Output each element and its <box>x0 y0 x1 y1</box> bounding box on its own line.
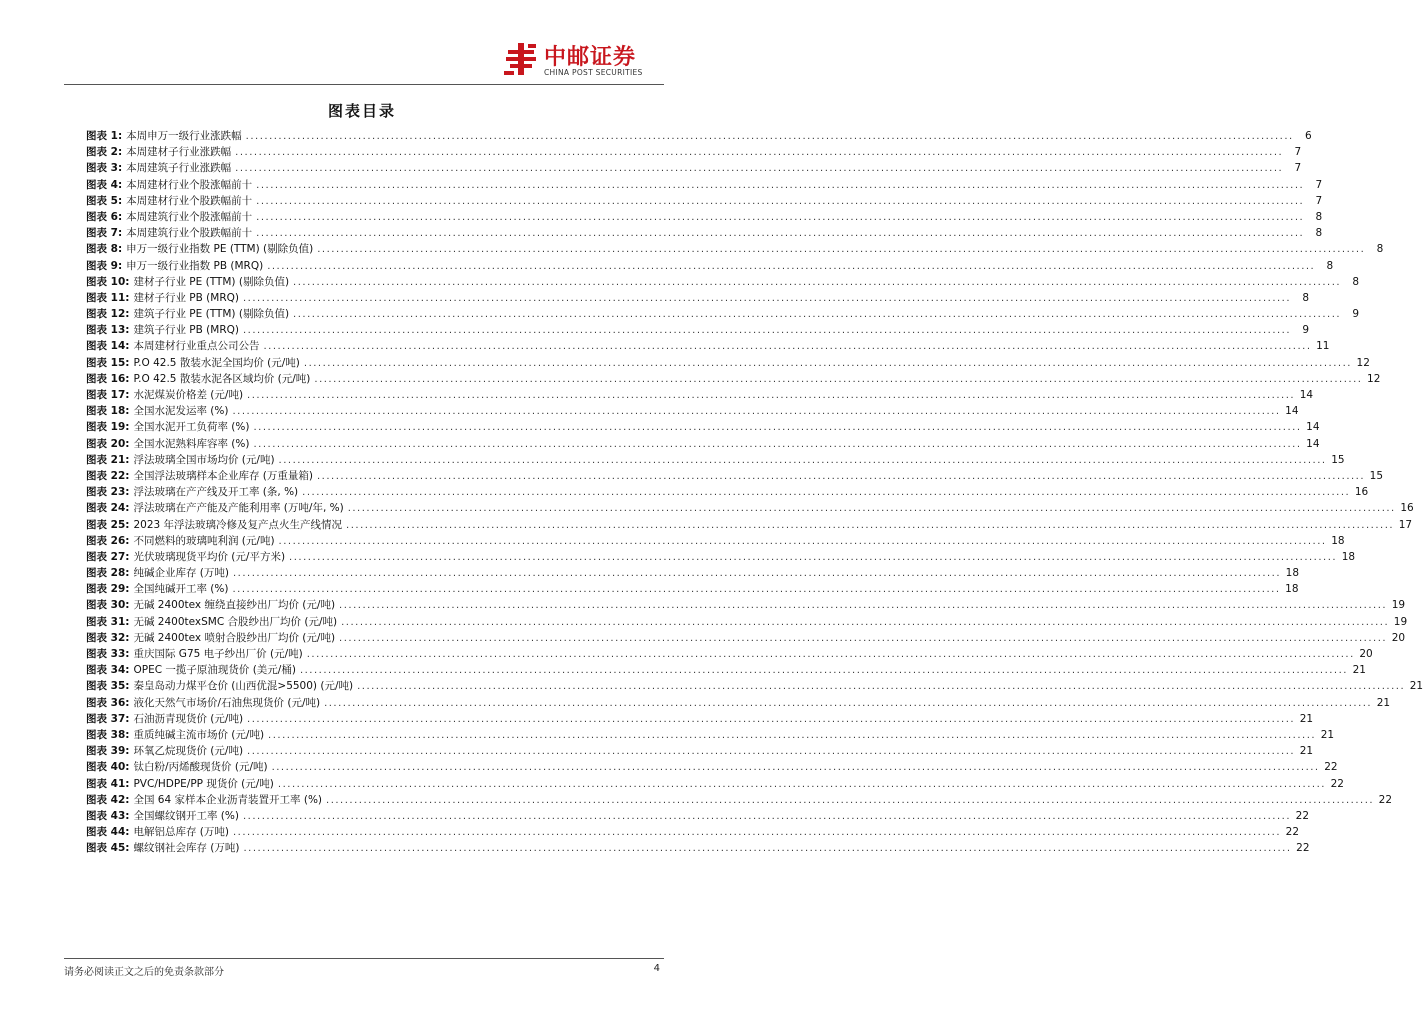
toc-item-title: 无碱 2400texSMC 合股纱出厂均价 (元/吨) <box>133 615 338 628</box>
toc-dot-leader <box>235 161 1283 177</box>
toc-item[interactable] <box>86 484 1369 500</box>
toc-item[interactable] <box>86 678 1423 694</box>
toc-item[interactable] <box>86 322 1310 338</box>
toc-dot-leader <box>339 631 1387 647</box>
toc-item-page: 14 <box>1299 389 1314 401</box>
toc-item-page: 21 <box>1299 712 1314 725</box>
toc-item-title: 不同燃料的玻璃吨利润 (元/吨) <box>133 534 275 547</box>
toc-item[interactable] <box>86 436 1320 452</box>
toc-dot-leader <box>267 259 1315 275</box>
toc-item[interactable] <box>86 274 1360 290</box>
toc-item-title: 本周建筑行业个股涨幅前十 <box>126 210 253 223</box>
toc-item-label: 图表 13: <box>86 324 130 337</box>
toc-item-title: 申万一级行业指数 PB (MRQ) <box>126 259 264 272</box>
toc-item[interactable] <box>86 533 1345 549</box>
toc-item-label: 图表 8: <box>86 243 123 256</box>
toc-item[interactable] <box>86 290 1310 306</box>
toc-item[interactable] <box>86 840 1310 856</box>
toc-item[interactable] <box>86 144 1302 160</box>
toc-dot-leader <box>232 404 1280 420</box>
toc-dot-leader <box>256 226 1304 242</box>
toc-item-page: 7 <box>1315 194 1323 207</box>
toc-item-page: 19 <box>1391 599 1406 612</box>
toc-item-title: 浮法玻璃全国市场均价 (元/吨) <box>133 453 275 466</box>
toc-item[interactable] <box>86 387 1314 403</box>
toc-item-title: PVC/HDPE/PP 现货价 (元/吨) <box>133 777 274 790</box>
toc-item-label: 图表 6: <box>86 210 123 223</box>
toc-dot-leader <box>293 275 1341 291</box>
toc-item[interactable] <box>86 549 1356 565</box>
toc-item-page: 21 <box>1320 728 1335 741</box>
toc-item-label: 图表 34: <box>86 664 130 677</box>
toc-dot-leader <box>279 453 1327 469</box>
toc-item-title: 浮法玻璃在产产能及产能利用率 (万吨/年, %) <box>133 502 344 515</box>
brand-name-en: CHINA POST SECURITIES <box>544 68 643 77</box>
toc-dot-leader <box>247 712 1295 728</box>
toc-item-title: 环氧乙烷现货价 (元/吨) <box>133 745 244 758</box>
toc-item-title: 液化天然气市场价/石油焦现货价 (元/吨) <box>133 696 321 709</box>
toc-dot-leader <box>341 615 1389 631</box>
footer-disclaimer: 请务必阅读正文之后的免责条款部分 <box>64 967 224 978</box>
page-number: 4 <box>653 963 660 974</box>
toc-item-page: 22 <box>1296 842 1310 855</box>
toc-item[interactable] <box>86 209 1323 225</box>
toc-item[interactable] <box>86 338 1330 354</box>
toc-item-label: 图表 33: <box>86 648 130 660</box>
toc-dot-leader <box>256 194 1304 210</box>
toc-item-title: 本周建筑行业个股跌幅前十 <box>126 227 253 240</box>
china-post-logo-icon <box>504 42 538 76</box>
toc-item-title: 纯碱企业库存 (万吨) <box>133 567 229 580</box>
toc-item-label: 图表 32: <box>86 631 130 644</box>
toc-item-page: 21 <box>1376 696 1391 709</box>
toc-item[interactable] <box>86 776 1344 792</box>
toc-dot-leader <box>256 178 1304 194</box>
toc-dot-leader <box>324 696 1372 712</box>
toc-item-page: 15 <box>1369 469 1384 482</box>
toc-dot-leader <box>253 420 1301 436</box>
toc-item-page: 8 <box>1315 210 1323 223</box>
toc-item-page: 7 <box>1294 146 1302 159</box>
toc-dot-leader <box>339 598 1387 614</box>
toc-item-page: 8 <box>1376 243 1384 256</box>
toc-item-page: 16 <box>1354 486 1369 499</box>
toc-item[interactable] <box>86 824 1300 840</box>
toc-item[interactable] <box>86 160 1302 176</box>
toc-item-page: 22 <box>1330 777 1344 790</box>
toc-dot-leader <box>314 372 1362 388</box>
toc-item-label: 图表 16: <box>86 372 130 385</box>
toc-item-page: 14 <box>1285 405 1299 418</box>
toc-item-title: P.O 42.5 散装水泥各区域均价 (元/吨) <box>133 372 311 385</box>
toc-item-title: 全国水泥熟料库容率 (%) <box>133 437 250 450</box>
toc-dot-leader <box>307 647 1355 663</box>
toc-item[interactable] <box>86 128 1312 144</box>
toc-item-title: 石油沥青现货价 (元/吨) <box>133 712 244 725</box>
toc-item[interactable] <box>86 225 1323 241</box>
toc-item-page: 8 <box>1315 227 1323 240</box>
toc-dot-leader <box>243 809 1291 825</box>
toc-dot-leader <box>244 841 1292 857</box>
toc-dot-leader <box>263 339 1311 355</box>
toc-item-label: 图表 36: <box>86 696 130 709</box>
toc-dot-leader <box>272 760 1320 776</box>
toc-dot-leader <box>268 728 1316 744</box>
toc-dot-leader <box>235 145 1283 161</box>
toc-item-label: 图表 20: <box>86 437 130 450</box>
toc-item-label: 图表 18: <box>86 405 130 418</box>
toc-dot-leader <box>243 291 1291 307</box>
toc-item-label: 图表 31: <box>86 615 130 628</box>
toc-dot-leader <box>243 323 1291 339</box>
toc-item-page: 18 <box>1341 550 1356 563</box>
toc-dot-leader <box>326 793 1374 809</box>
toc-item[interactable] <box>86 743 1314 759</box>
header-divider <box>64 84 664 85</box>
toc-item-page: 17 <box>1398 518 1413 531</box>
toc-item-label: 图表 44: <box>86 826 130 839</box>
toc-item-page: 8 <box>1302 291 1310 304</box>
toc-dot-leader <box>256 210 1304 226</box>
toc-item-page: 22 <box>1324 761 1338 774</box>
toc-item[interactable] <box>86 581 1299 597</box>
toc-item[interactable] <box>86 517 1413 533</box>
toc-item-page: 11 <box>1316 340 1330 353</box>
brand-name-cn: 中邮证券 <box>544 45 637 70</box>
toc-item-label: 图表 41: <box>86 777 130 790</box>
toc-item[interactable] <box>86 759 1338 775</box>
toc-item[interactable] <box>86 258 1334 274</box>
toc-item[interactable] <box>86 662 1366 678</box>
toc-dot-leader <box>233 566 1281 582</box>
toc-item-label: 图表 30: <box>86 599 130 612</box>
toc-item-title: 浮法玻璃在产产线及开工率 (条, %) <box>133 486 299 499</box>
toc-item-title: 本周建材行业个股跌幅前十 <box>126 194 253 207</box>
toc-item[interactable] <box>86 500 1414 516</box>
toc-dot-leader <box>300 663 1348 679</box>
toc-item-title: 全国纯碱开工率 (%) <box>133 583 229 596</box>
toc-dot-leader <box>317 242 1365 258</box>
page-header <box>64 40 664 82</box>
toc-item-title: 光伏玻璃现货平均价 (元/平方米) <box>133 550 286 563</box>
toc-item-label: 图表 45: <box>86 842 130 855</box>
toc-dot-leader <box>246 129 1294 145</box>
toc-item-title: 全国水泥开工负荷率 (%) <box>133 421 250 434</box>
toc-item-page: 12 <box>1367 372 1381 385</box>
toc-item-page: 15 <box>1331 453 1345 466</box>
toc-item[interactable] <box>86 808 1310 824</box>
toc-item-label: 图表 38: <box>86 728 130 741</box>
toc-item-label: 图表 10: <box>86 275 130 288</box>
toc-item[interactable] <box>86 727 1335 743</box>
toc-item[interactable] <box>86 241 1384 257</box>
toc-item-label: 图表 14: <box>86 340 130 353</box>
toc-item[interactable] <box>86 355 1370 371</box>
toc-item-page: 14 <box>1306 437 1320 450</box>
toc-item-title: 全国浮法玻璃样本企业库存 (万重量箱) <box>133 469 313 482</box>
toc-item-title: 钛白粉/丙烯酸现货价 (元/吨) <box>133 761 268 774</box>
toc-item[interactable] <box>86 792 1393 808</box>
toc-item-title: 2023 年浮法玻璃冷修及复产点火生产线情况 <box>133 518 343 531</box>
toc-item-label: 图表 37: <box>86 712 130 725</box>
toc-item-title: 申万一级行业指数 PE (TTM) (剔除负值) <box>126 243 314 256</box>
toc-item[interactable] <box>86 419 1320 435</box>
toc-item[interactable] <box>86 468 1384 484</box>
toc-item-page: 21 <box>1352 664 1366 677</box>
toc-item-page: 18 <box>1331 534 1345 547</box>
toc-dot-leader <box>317 469 1365 485</box>
toc-item[interactable] <box>86 452 1345 468</box>
toc-item-title: 全国 64 家样本企业沥青装置开工率 (%) <box>133 793 323 806</box>
toc-item-page: 12 <box>1356 356 1370 369</box>
toc-item-label: 图表 5: <box>86 194 123 207</box>
toc-item-label: 图表 28: <box>86 567 130 580</box>
toc-item-label: 图表 24: <box>86 502 130 515</box>
toc-dot-leader <box>232 582 1280 598</box>
toc-item[interactable] <box>86 711 1314 727</box>
toc-item-page: 22 <box>1285 826 1300 839</box>
toc-dot-leader <box>348 501 1396 517</box>
toc-item-label: 图表 42: <box>86 793 130 806</box>
toc-item-page: 20 <box>1391 631 1406 644</box>
toc-item-label: 图表 39: <box>86 745 130 758</box>
toc-item-page: 21 <box>1409 680 1423 693</box>
toc-dot-leader <box>302 485 1350 501</box>
toc-item-label: 图表 43: <box>86 809 130 822</box>
toc-item-page: 14 <box>1306 421 1320 434</box>
toc-item-label: 图表 19: <box>86 421 130 434</box>
toc-item-title: 建材子行业 PB (MRQ) <box>133 291 239 304</box>
toc-item-title: 重质纯碱主流市场价 (元/吨) <box>133 728 265 741</box>
toc-item-label: 图表 4: <box>86 178 123 191</box>
toc-dot-leader <box>253 437 1301 453</box>
toc-item-title: OPEC 一揽子原油现货价 (美元/桶) <box>133 664 296 677</box>
toc-item-label: 图表 35: <box>86 680 130 693</box>
toc-dot-leader <box>304 356 1352 372</box>
toc-item-label: 图表 1: <box>86 130 123 142</box>
toc-item-page: 16 <box>1400 502 1414 515</box>
toc-item-label: 图表 9: <box>86 259 123 272</box>
toc-item-title: 无碱 2400tex 缠绕直接纱出厂均价 (元/吨) <box>133 599 336 612</box>
toc-item[interactable] <box>86 177 1323 193</box>
toc-item-title: 无碱 2400tex 喷射合股纱出厂均价 (元/吨) <box>133 631 336 644</box>
toc-dot-leader <box>357 679 1405 695</box>
footer-divider <box>64 958 664 959</box>
toc-item-page: 7 <box>1315 178 1323 191</box>
toc-item-label: 图表 21: <box>86 453 130 466</box>
toc-item[interactable] <box>86 630 1406 646</box>
toc-item-label: 图表 23: <box>86 486 130 499</box>
toc-dot-leader <box>293 307 1341 323</box>
toc-item-page: 9 <box>1352 308 1360 321</box>
toc-item[interactable] <box>86 565 1300 581</box>
toc-dot-leader <box>247 744 1295 760</box>
toc-item-title: 本周建材子行业涨跌幅 <box>126 146 232 159</box>
toc-item-title: 本周建材行业重点公司公告 <box>133 340 260 353</box>
toc-item-title: 重庆国际 G75 电子纱出厂价 (元/吨) <box>133 648 303 660</box>
toc-item[interactable] <box>86 695 1391 711</box>
toc-item-page: 21 <box>1299 745 1314 758</box>
toc-item-page: 22 <box>1378 793 1393 806</box>
toc-item[interactable] <box>86 403 1299 419</box>
toc-item-page: 20 <box>1359 648 1373 660</box>
toc-item-page: 6 <box>1305 130 1312 142</box>
toc-dot-leader <box>233 825 1281 841</box>
toc-item-label: 图表 2: <box>86 146 123 159</box>
toc-item-label: 图表 12: <box>86 308 130 321</box>
toc-item-page: 7 <box>1294 162 1302 175</box>
toc-item-page: 9 <box>1302 324 1310 337</box>
toc-item-label: 图表 40: <box>86 761 130 774</box>
toc-item-page: 8 <box>1326 259 1334 272</box>
toc-item-title: 电解铝总库存 (万吨) <box>133 826 229 839</box>
toc-item[interactable] <box>86 306 1360 322</box>
toc-item-title: 建筑子行业 PE (TTM) (剔除负值) <box>133 308 290 321</box>
toc-item-label: 图表 27: <box>86 550 130 563</box>
toc-item-title: 全国水泥发运率 (%) <box>133 405 229 418</box>
toc-item-title: 本周建筑子行业涨跌幅 <box>126 162 232 175</box>
toc-item-label: 图表 29: <box>86 583 130 596</box>
toc-item[interactable] <box>86 646 1373 662</box>
toc-item-label: 图表 25: <box>86 518 130 531</box>
toc-title: 图表目录 <box>327 102 396 120</box>
toc-item-page: 18 <box>1285 567 1300 580</box>
toc-list <box>86 128 1423 856</box>
toc-item-page: 22 <box>1295 809 1310 822</box>
toc-item-title: 本周申万一级行业涨跌幅 <box>126 130 242 142</box>
toc-item-title: 螺纹钢社会库存 (万吨) <box>133 842 240 855</box>
toc-dot-leader <box>346 518 1394 534</box>
toc-item-label: 图表 7: <box>86 227 123 240</box>
toc-item-page: 19 <box>1393 615 1408 628</box>
toc-dot-leader <box>289 550 1337 566</box>
toc-item[interactable] <box>86 614 1408 630</box>
brand-logo <box>504 40 664 80</box>
toc-item-label: 图表 22: <box>86 469 130 482</box>
toc-item-title: 全国螺纹钢开工率 (%) <box>133 809 239 822</box>
toc-item-label: 图表 3: <box>86 162 123 175</box>
toc-item-label: 图表 11: <box>86 291 130 304</box>
toc-item-label: 图表 17: <box>86 389 130 401</box>
toc-item-title: 建材子行业 PE (TTM) (剔除负值) <box>133 275 290 288</box>
toc-item-title: 秦皇岛动力煤平仓价 (山西优混>5500) (元/吨) <box>133 680 354 693</box>
toc-dot-leader <box>278 777 1326 793</box>
toc-dot-leader <box>279 534 1327 550</box>
toc-item-title: 水泥煤炭价格差 (元/吨) <box>133 389 244 401</box>
toc-item[interactable] <box>86 193 1323 209</box>
toc-item[interactable] <box>86 371 1381 387</box>
toc-item[interactable] <box>86 597 1406 613</box>
toc-dot-leader <box>247 388 1295 404</box>
toc-item-page: 18 <box>1285 583 1299 596</box>
toc-item-title: P.O 42.5 散装水泥全国均价 (元/吨) <box>133 356 300 369</box>
toc-item-page: 8 <box>1352 275 1360 288</box>
toc-item-label: 图表 15: <box>86 356 130 369</box>
toc-item-title: 本周建材行业个股涨幅前十 <box>126 178 253 191</box>
toc-item-title: 建筑子行业 PB (MRQ) <box>133 324 239 337</box>
toc-item-label: 图表 26: <box>86 534 130 547</box>
